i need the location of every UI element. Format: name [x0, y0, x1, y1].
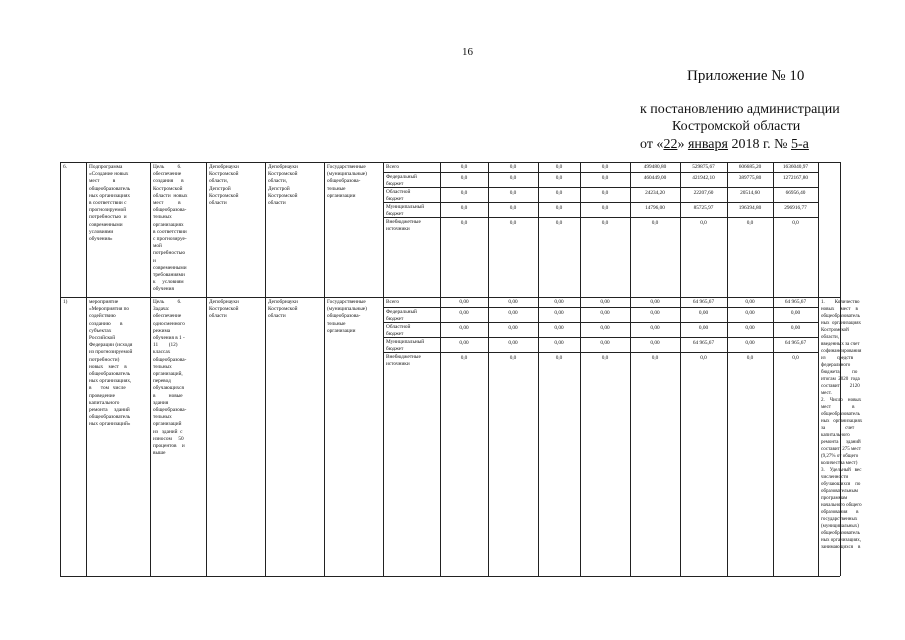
row6-value-cell: 0,0: [509, 205, 517, 211]
row1-executor: Депобрнауки Костромской области: [209, 299, 239, 320]
row6-value-cell: 24234,20: [645, 190, 665, 196]
row1-value-cell: 0,0: [509, 355, 517, 361]
row1-value-cell: 0,00: [554, 310, 564, 316]
row6-value-cell: 0,0: [460, 205, 468, 211]
date-day: 22: [663, 137, 678, 152]
row1-value-cell: 0,00: [459, 299, 469, 305]
row1-source-label: Внебюджетные источники: [386, 354, 421, 368]
row1-value-cell: 64 965,67: [784, 299, 807, 305]
row1-value-cell: 0,00: [600, 340, 610, 346]
row1-value-cell: 0,00: [508, 340, 518, 346]
decree-date-line: [640, 137, 809, 153]
row6-value-cell: 0,0: [460, 220, 468, 226]
row6-value-cell: 0,0: [555, 190, 563, 196]
subrow-line: [383, 172, 818, 173]
row1-value-cell: 0,00: [650, 299, 660, 305]
row1-source-label: Муниципальный бюджет: [386, 339, 425, 353]
row1-value-cell: 0,00: [508, 299, 518, 305]
date-prefix: от «: [640, 137, 664, 152]
row1-value-cell: 0,00: [600, 325, 610, 331]
row6-source-label: Муниципальный бюджет: [386, 204, 425, 218]
row1-value-cell: 0,00: [790, 325, 801, 331]
row1-source-label: Федеральный бюджет: [386, 309, 417, 323]
row6-number: 6.: [63, 164, 67, 170]
row1-value-cell: 0,00: [745, 310, 755, 316]
row1-value-cell: 0,00: [650, 340, 660, 346]
row6-value-cell: 0,0: [601, 190, 609, 196]
col-line: [324, 162, 325, 576]
decree-number: 5-а: [790, 137, 809, 152]
date-month: января: [687, 137, 728, 152]
subrow-line: [383, 307, 818, 308]
row1-value-cell: 0,00: [459, 310, 469, 316]
row6-value-cell: 0,0: [509, 190, 517, 196]
row6-value-cell: 421942,10: [692, 175, 715, 181]
row1-value-cell: 64 965,67: [692, 299, 715, 305]
row1-value-cell: 0,00: [745, 340, 755, 346]
row1-participants: Государственные (муниципальные) общеобразова- тельные организации: [327, 299, 367, 334]
row6-value-cell: 0,0: [746, 220, 754, 226]
row1-value-cell: 0,00: [459, 325, 469, 331]
row6-value-cell: 85725,97: [693, 205, 714, 211]
row6-value-cell: 0,0: [460, 175, 468, 181]
table-top-border: [60, 162, 840, 163]
row1-value-cell: 0,0: [651, 355, 659, 361]
row6-source-label: Областной бюджет: [386, 189, 411, 203]
row1-value-cell: 0,0: [460, 355, 468, 361]
row1-value-cell: 0,0: [555, 355, 563, 361]
row6-value-cell: 1272167,80: [782, 175, 809, 181]
header-line-1: к постановлению администрации: [640, 102, 840, 117]
row6-value-cell: 0,0: [555, 175, 563, 181]
subrow-line: [383, 337, 818, 338]
row6-value-cell: 460449,00: [643, 175, 667, 181]
date-year: 2018 г. №: [731, 137, 788, 152]
row1-value-cell: 0,00: [508, 310, 518, 316]
row1-value-cell: 0,00: [459, 340, 469, 346]
row6-value-cell: 0,0: [601, 164, 609, 170]
row1-value-cell: 0,00: [698, 310, 709, 316]
row1-value-cell: 0,0: [601, 355, 609, 361]
row6-value-cell: 0,0: [555, 220, 563, 226]
row-separator: [60, 297, 840, 298]
row6-value-cell: 606685,20: [738, 164, 762, 170]
row1-value-cell: 0,00: [745, 325, 755, 331]
row6-value-cell: 0,0: [651, 220, 659, 226]
page-number: 16: [462, 46, 473, 58]
header-line-2: Костромской области: [672, 119, 801, 134]
row1-value-cell: 0,00: [554, 325, 564, 331]
row1-value-cell: 64 965,67: [692, 340, 715, 346]
row6-value-cell: 20514,60: [740, 190, 760, 196]
row1-value-cell: 0,00: [698, 325, 709, 331]
row1-expected-results: 1. Количество новых мест в общеобразователь ных организациях Костромской области, введенных за счет софинансирования из средств федерального бюджета, по итогам 2020 года составит 2120 мест. 2. Число новых мест в общеобразователь ных организациях за счет капитального ремонта зданий составит 275 мест (9,27% от общего количества мест) 3. Удельный вес численности обучающихся по образовательным программам начального общего образования в государственных (муниципальных) общеобразователь ных организациях, занимающихся в: [821, 300, 863, 550]
row1-value-cell: 0,00: [650, 325, 660, 331]
row1-value-cell: 0,00: [790, 310, 801, 316]
row6-source-label: Федеральный бюджет: [386, 174, 417, 188]
row1-value-cell: 0,00: [650, 310, 660, 316]
subrow-line: [383, 187, 818, 188]
row6-value-cell: 0,0: [509, 220, 517, 226]
col-line: [86, 162, 87, 576]
subrow-line: [383, 202, 818, 203]
col-line: [150, 162, 151, 576]
table-bottom-border: [60, 576, 840, 577]
row1-source-label: Областной бюджет: [386, 324, 411, 338]
row6-value-cell: 196394,80: [738, 205, 762, 211]
subrow-line: [383, 352, 818, 353]
row6-value-cell: 0,0: [509, 164, 517, 170]
col-line: [818, 162, 819, 576]
row6-value-cell: 0,0: [601, 175, 609, 181]
row6-value-cell: 22207,60: [693, 190, 714, 196]
row6-value-cell: 0,0: [792, 220, 799, 226]
row6-value-cell: 0,0: [460, 164, 468, 170]
row6-customer: Депобрнауки Костромской области, Депстрой Костромской области: [268, 164, 298, 207]
row6-value-cell: 389775,80: [738, 175, 762, 181]
row1-source-label: Всего: [386, 299, 399, 305]
row6-subprogram-name: Подпрограмма «Создание новых мест в общеобразователь ных организациях в соответствии с прогнозируемой потребностью и современными условиями обучения»: [89, 164, 131, 243]
col-line: [265, 162, 266, 576]
row1-value-cell: 0,00: [745, 299, 755, 305]
col-line: [60, 162, 61, 576]
row6-source-label: Всего: [386, 164, 399, 170]
row6-value-cell: 66956,40: [785, 190, 806, 196]
row1-value-cell: 0,00: [508, 325, 518, 331]
row6-value-cell: 0,0: [555, 205, 563, 211]
row6-value-cell: 0,0: [601, 220, 609, 226]
row6-value-cell: 0,0: [460, 190, 468, 196]
row6-value-cell: 0,0: [700, 220, 707, 226]
row1-value-cell: 64 965,67: [784, 340, 807, 346]
subrow-line: [383, 322, 818, 323]
row6-executor: Депобрнауки Костромской области, Депстрой Костромской области: [209, 164, 239, 207]
row1-value-cell: 0,00: [554, 340, 564, 346]
row6-value-cell: 0,0: [555, 164, 563, 170]
row1-number: 1): [63, 299, 68, 305]
row6-value-cell: 296916,77: [784, 205, 807, 211]
row6-value-cell: 0,0: [509, 175, 517, 181]
row6-value-cell: 499480,80: [643, 164, 667, 170]
row6-value-cell: 529875,67: [692, 164, 715, 170]
row1-value-cell: 0,0: [792, 355, 799, 361]
row6-goal: Цель 6. обеспечение создания в Костромской области новых мест в общеобразова- тельных организациях в соответствии с прогнозируе- мой потребностью и современными требованиями к условиям обучения: [153, 164, 188, 293]
row1-customer: Депобрнауки Костромской области: [268, 299, 298, 320]
row1-goal: Цель 6. Задача: обеспечение односменного режима обучения в 1 - 11 (12) классах общеобразова- тельных организаций, перевод обучающихся в новые здания общеобразова- тельных организаций из зданий с износом 50 процентов и выше: [153, 299, 187, 457]
row1-value-cell: 0,0: [746, 355, 754, 361]
col-line: [383, 162, 384, 576]
row6-participants: Государственные (муниципальные) общеобразова- тельные организации: [327, 164, 367, 199]
subrow-line: [383, 217, 818, 218]
date-mid: »: [677, 137, 685, 152]
annex-title: Приложение № 10: [687, 68, 805, 84]
row1-value-cell: 0,00: [600, 299, 610, 305]
row6-value-cell: 1636040,97: [782, 164, 809, 170]
row1-value-cell: 0,00: [554, 299, 564, 305]
row1-value-cell: 0,0: [700, 355, 707, 361]
row1-value-cell: 0,00: [600, 310, 610, 316]
row6-value-cell: 0,0: [601, 205, 609, 211]
row1-measure-name: мероприятие «Мероприятия по содействию созданию в субъектах Российской Федерации (исходя из прогнозируемой потребности) новых мест в общеобразователь ных организациях, в том числе проведение капитального ремонта зданий общеобразователь ных организаций»: [89, 299, 133, 428]
row6-source-label: Внебюджетные источники: [386, 219, 421, 233]
row6-value-cell: 14796,00: [645, 205, 665, 211]
col-line: [206, 162, 207, 576]
